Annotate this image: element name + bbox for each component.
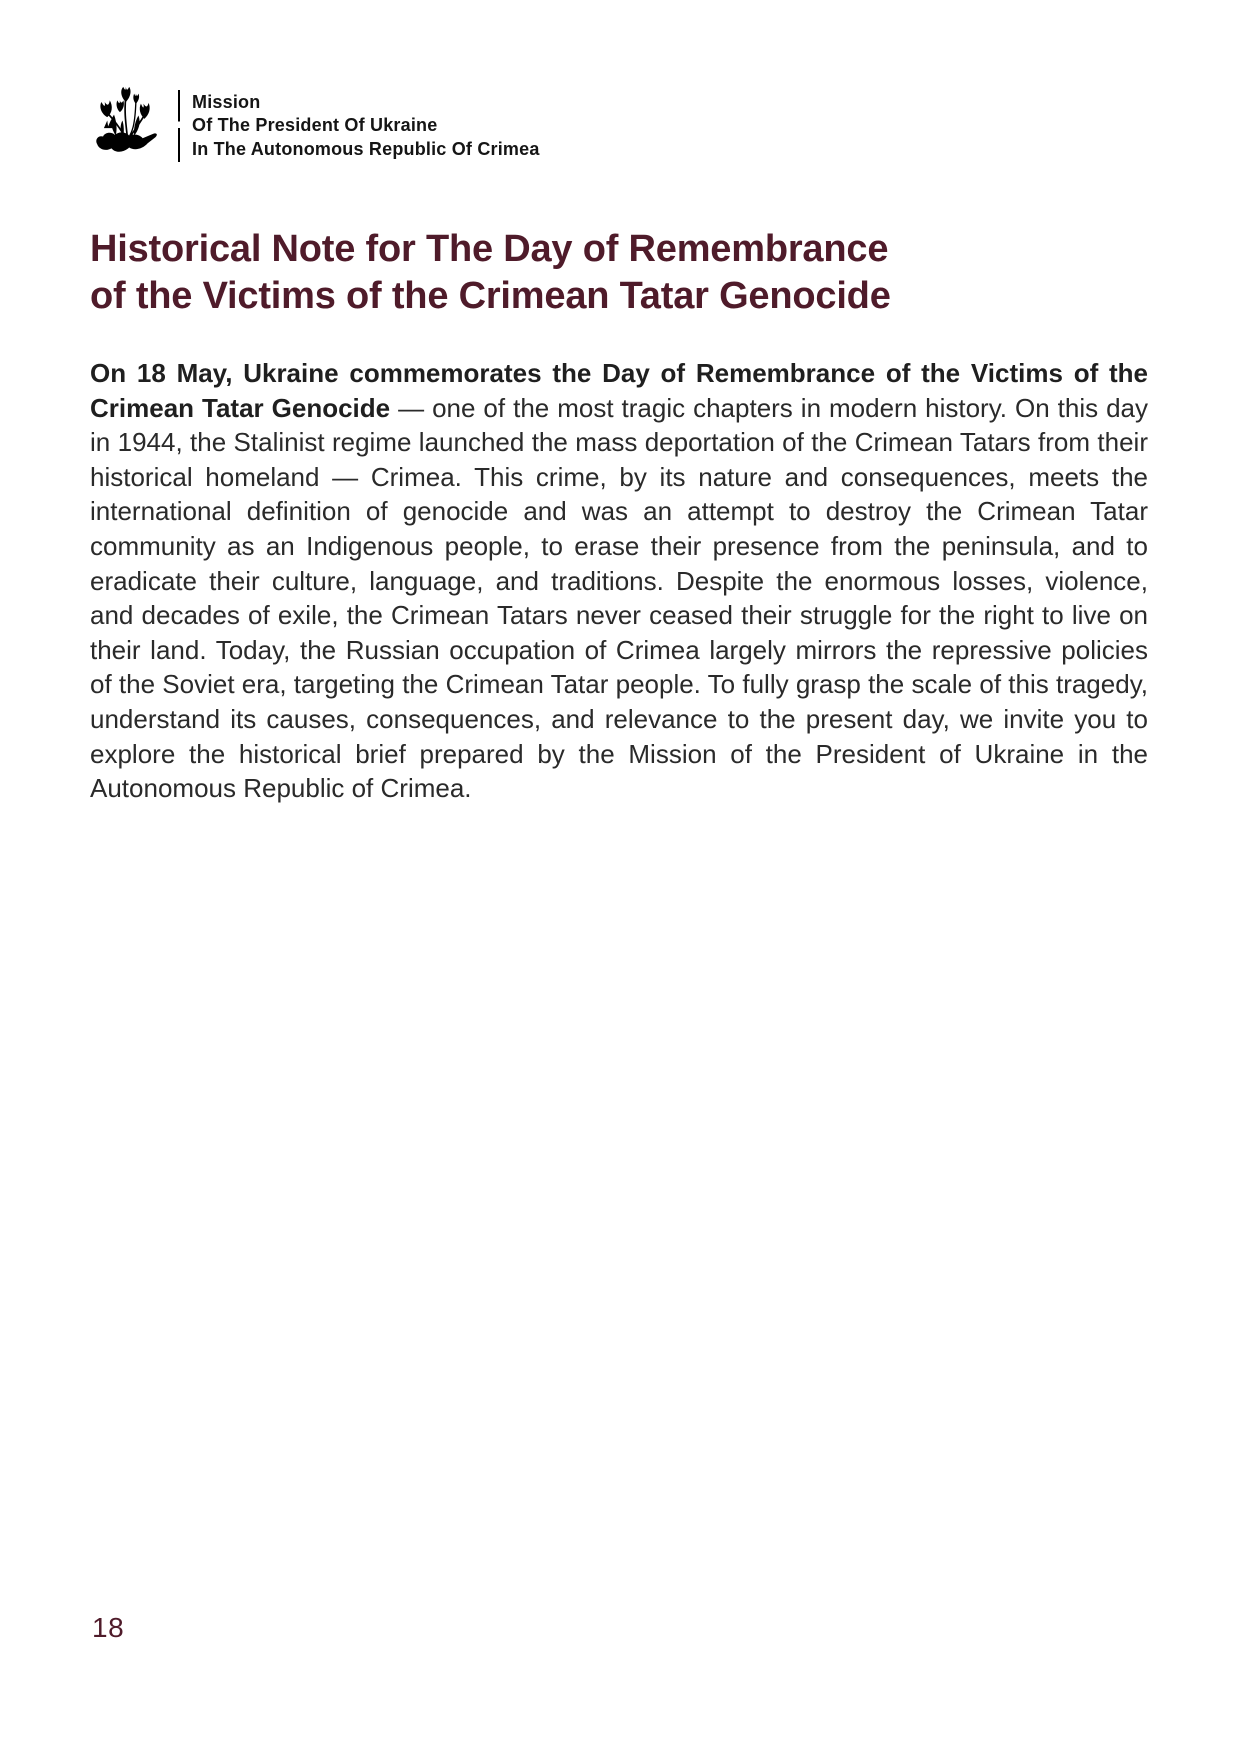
org-name-block [192, 91, 540, 162]
body-paragraph [90, 356, 1148, 806]
org-line-2: Of The President Of Ukraine [192, 115, 438, 136]
page-title-line-2: of the Victims of the Crimean Tatar Genocide [90, 275, 891, 317]
page-number: 18 [92, 1612, 125, 1643]
body-lead-bold: On 18 May, Ukraine commemorates the Day of Remembrance of the Victims of the Crimean Tatar Genocide [90, 358, 1148, 423]
page-title-line-1: Historical Note for The Day of Remembrance [90, 228, 889, 270]
body-text: — one of the most tragic chapters in modern history. On this day in 1944, the Stalinist regime launched the mass deportation of the Crimean Tatars from their historical homeland — Crimea. This crime, by its nature and consequences, meets the international definition of genocide and was an attempt to destroy the Crimean Tatar community as an Indigenous people, to erase their presence from the peninsula, and to eradicate their culture, language, and traditions. Despite the enormous losses, violence, and decades of exile, the Crimean Tatars never ceased their struggle for the right to live on their land. Today, the Russian occupation of Crimea largely mirrors the repressive policies of the Soviet era, targeting the Crimean Tatar people. To fully grasp the scale of this tragedy, understand its causes, consequences, and relevance to the present day, we invite you to explore the historical brief prepared by the Mission of the President of Ukraine in the Autonomous Republic of Crimea. [90, 392, 1148, 804]
crimea-bouquet-logo-icon [92, 86, 168, 166]
brand-divider [178, 90, 180, 162]
org-line-3: In The Autonomous Republic Of Crimea [192, 138, 540, 159]
page-title [90, 226, 1160, 320]
org-line-1: Mission [192, 91, 261, 112]
brand-header [92, 86, 540, 166]
